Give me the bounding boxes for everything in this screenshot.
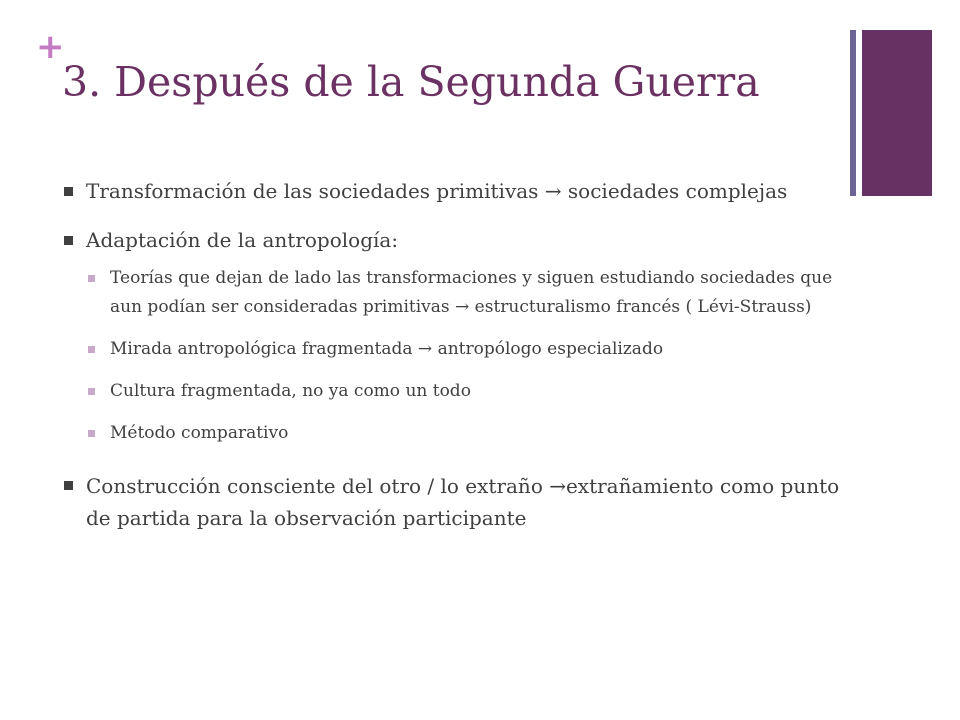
slide-title: 3. Después de la Segunda Guerra xyxy=(62,58,760,106)
sub-bullet-item xyxy=(86,377,842,406)
decorative-bar-thick xyxy=(862,30,932,196)
sub-bullet-item xyxy=(86,264,842,322)
bullet-list xyxy=(62,176,842,534)
bullet-text: Adaptación de la antropología: xyxy=(86,228,399,252)
sub-bullet-item xyxy=(86,419,842,448)
sub-bullet-text: Cultura fragmentada, no ya como un todo xyxy=(110,381,471,401)
bullet-item xyxy=(62,176,842,207)
bullet-item xyxy=(62,470,842,534)
sub-bullet-item xyxy=(86,335,842,364)
bullet-text: Construcción consciente del otro / lo extraño →extrañamiento como punto de partida para la observación participante xyxy=(86,474,840,530)
sub-bullet-list xyxy=(86,264,842,448)
sub-bullet-text: Mirada antropológica fragmentada → antropólogo especializado xyxy=(110,339,664,359)
bullet-text: Transformación de las sociedades primitivas → sociedades complejas xyxy=(86,179,788,203)
bullet-item xyxy=(62,225,842,448)
decorative-bar-thin xyxy=(850,30,856,196)
sub-bullet-text: Teorías que dejan de lado las transformaciones y siguen estudiando sociedades que aun podían ser consideradas primitivas → estructuralismo francés ( Lévi-Strauss) xyxy=(110,268,833,317)
slide-body xyxy=(62,176,842,552)
plus-icon: + xyxy=(36,27,65,67)
sub-bullet-text: Método comparativo xyxy=(110,423,289,443)
